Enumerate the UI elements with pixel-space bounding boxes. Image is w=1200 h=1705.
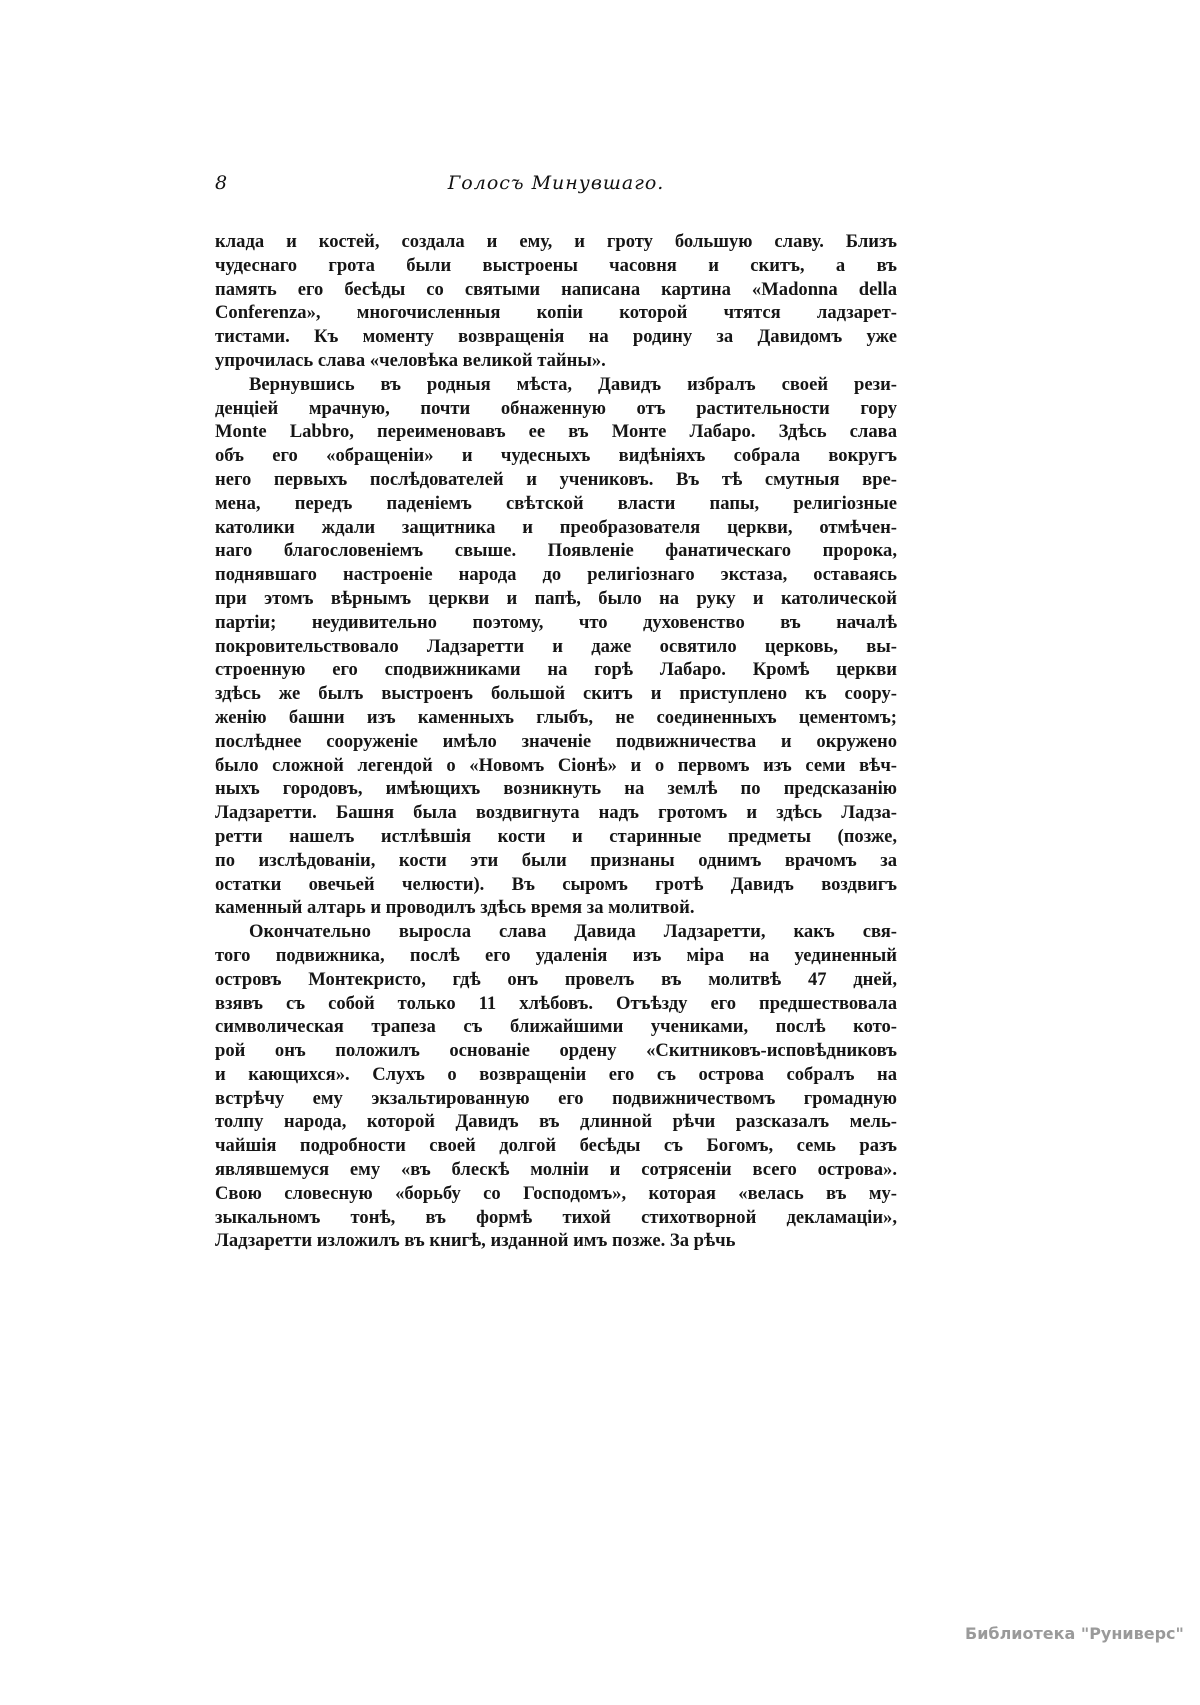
text-line: являвшемуся ему «въ блескѣ молніи и сотрясеніи всего острова». [215, 1159, 897, 1181]
page-number: 8 [215, 172, 228, 194]
text-line: Ладзаретти. Башня была воздвигнута надъ гротомъ и здѣсь Ладза- [215, 802, 897, 824]
text-line: ретти нашелъ истлѣвшія кости и старинные предметы (позже, [215, 825, 897, 847]
text-line: упрочилась слава «человѣка великой тайны». [215, 349, 606, 371]
text-line: островъ Монтекристо, гдѣ онъ провелъ въ молитвѣ 47 дней, [215, 968, 897, 990]
text-line: него первыхъ послѣдователей и учениковъ. Въ тѣ смутныя вре- [215, 468, 897, 490]
text-line: встрѣчу ему экзальтированную его подвижничествомъ громадную [215, 1087, 897, 1109]
text-line: чайшія подробности своей долгой бесѣды съ Богомъ, семь разъ [215, 1135, 897, 1157]
page-header [215, 172, 897, 200]
text-line: символическая трапеза съ ближайшими учениками, послѣ кото- [215, 1016, 897, 1038]
text-line: ныхъ городовъ, имѣющихъ возникнуть на землѣ по предсказанію [215, 778, 897, 800]
text-line: того подвижника, послѣ его удаленія изъ міра на уединенный [215, 944, 897, 966]
text-line: толпу народа, которой Давидъ въ длинной рѣчи разсказалъ мель- [215, 1111, 897, 1133]
text-line: объ его «обращеніи» и чудесныхъ видѣніяхъ собрала вокругъ [215, 445, 897, 467]
text-line: строенную его сподвижниками на горѣ Лабаро. Кромѣ церкви [215, 659, 897, 681]
text-line: партіи; неудивительно поэтому, что духовенство въ началѣ [215, 611, 897, 633]
text-line: остатки овечьей челюсти). Въ сыромъ гротѣ Давидъ воздвигъ [215, 873, 897, 895]
text-line: зыкальномъ тонѣ, въ формѣ тихой стихотворной декламаціи», [215, 1206, 897, 1228]
text-line: Ладзаретти изложилъ въ книгѣ, изданной имъ позже. За рѣчь [215, 1230, 736, 1252]
text-line: женію башни изъ каменныхъ глыбъ, не соединенныхъ цементомъ; [215, 706, 897, 728]
body-text [215, 230, 897, 1253]
text-line: было сложной легендой о «Новомъ Сіонѣ» и о первомъ изъ семи вѣч- [215, 754, 897, 776]
running-title: Голосъ Минувшаго. [447, 172, 665, 194]
text-line: послѣднее сооруженіе имѣло значеніе подвижничества и окружено [215, 730, 897, 752]
text-line: мена, передъ паденіемъ свѣтской власти папы, религіозные [215, 492, 897, 514]
text-line: память его бесѣды со святыми написана картина «Madonna della [215, 278, 897, 300]
text-line: поднявшаго настроеніе народа до религіознаго экстаза, оставаясь [215, 564, 897, 586]
text-line: наго благословеніемъ свыше. Появленіе фанатическаго пророка, [215, 540, 897, 562]
text-line: взявъ съ собой только 11 хлѣбовъ. Отъѣзду его предшествовала [215, 992, 897, 1014]
text-line: рой онъ положилъ основаніе ордену «Скитниковъ-исповѣдниковъ [215, 1040, 897, 1062]
text-line: клада и костей, создала и ему, и гроту большую славу. Близъ [215, 231, 897, 252]
text-line: Monte Labbro, переименовавъ ее въ Монте Лабаро. Здѣсь слава [215, 421, 897, 443]
text-line: каменный алтарь и проводилъ здѣсь время за молитвой. [215, 897, 695, 919]
text-line: тистами. Къ моменту возвращенія на родину за Давидомъ уже [215, 326, 897, 348]
text-line: по изслѣдованіи, кости эти были признаны однимъ врачомъ за [215, 849, 897, 871]
text-line: Conferenza», многочисленныя копіи которой чтятся ладзарет- [215, 302, 897, 324]
text-line: при этомъ вѣрнымъ церкви и папѣ, было на руку и католической [215, 587, 897, 609]
text-line: и кающихся». Слухъ о возвращеніи его съ острова собралъ на [215, 1063, 897, 1085]
text-line: католики ждали защитника и преобразователя церкви, отмѣчен- [215, 516, 897, 538]
paragraph [215, 230, 897, 373]
paragraph [215, 920, 897, 1253]
text-line: Вернувшись въ родныя мѣста, Давидъ избралъ своей рези- [249, 373, 897, 395]
paragraph [215, 373, 897, 920]
text-line: покровительствовало Ладзаретти и даже освятило церковь, вы- [215, 635, 897, 657]
text-line: Окончательно выросла слава Давида Ладзаретти, какъ свя- [249, 921, 897, 943]
text-line: здѣсь же былъ выстроенъ большой скитъ и приступлено къ соору- [215, 683, 897, 705]
library-watermark: Библиотека "Руниверс" [965, 1624, 1184, 1643]
text-line: денціей мрачную, почти обнаженную отъ растительности гору [215, 397, 897, 419]
text-line: чудеснаго грота были выстроены часовня и скитъ, а въ [215, 254, 897, 276]
text-line: Свою словесную «борьбу со Господомъ», которая «велась въ му- [215, 1182, 897, 1204]
